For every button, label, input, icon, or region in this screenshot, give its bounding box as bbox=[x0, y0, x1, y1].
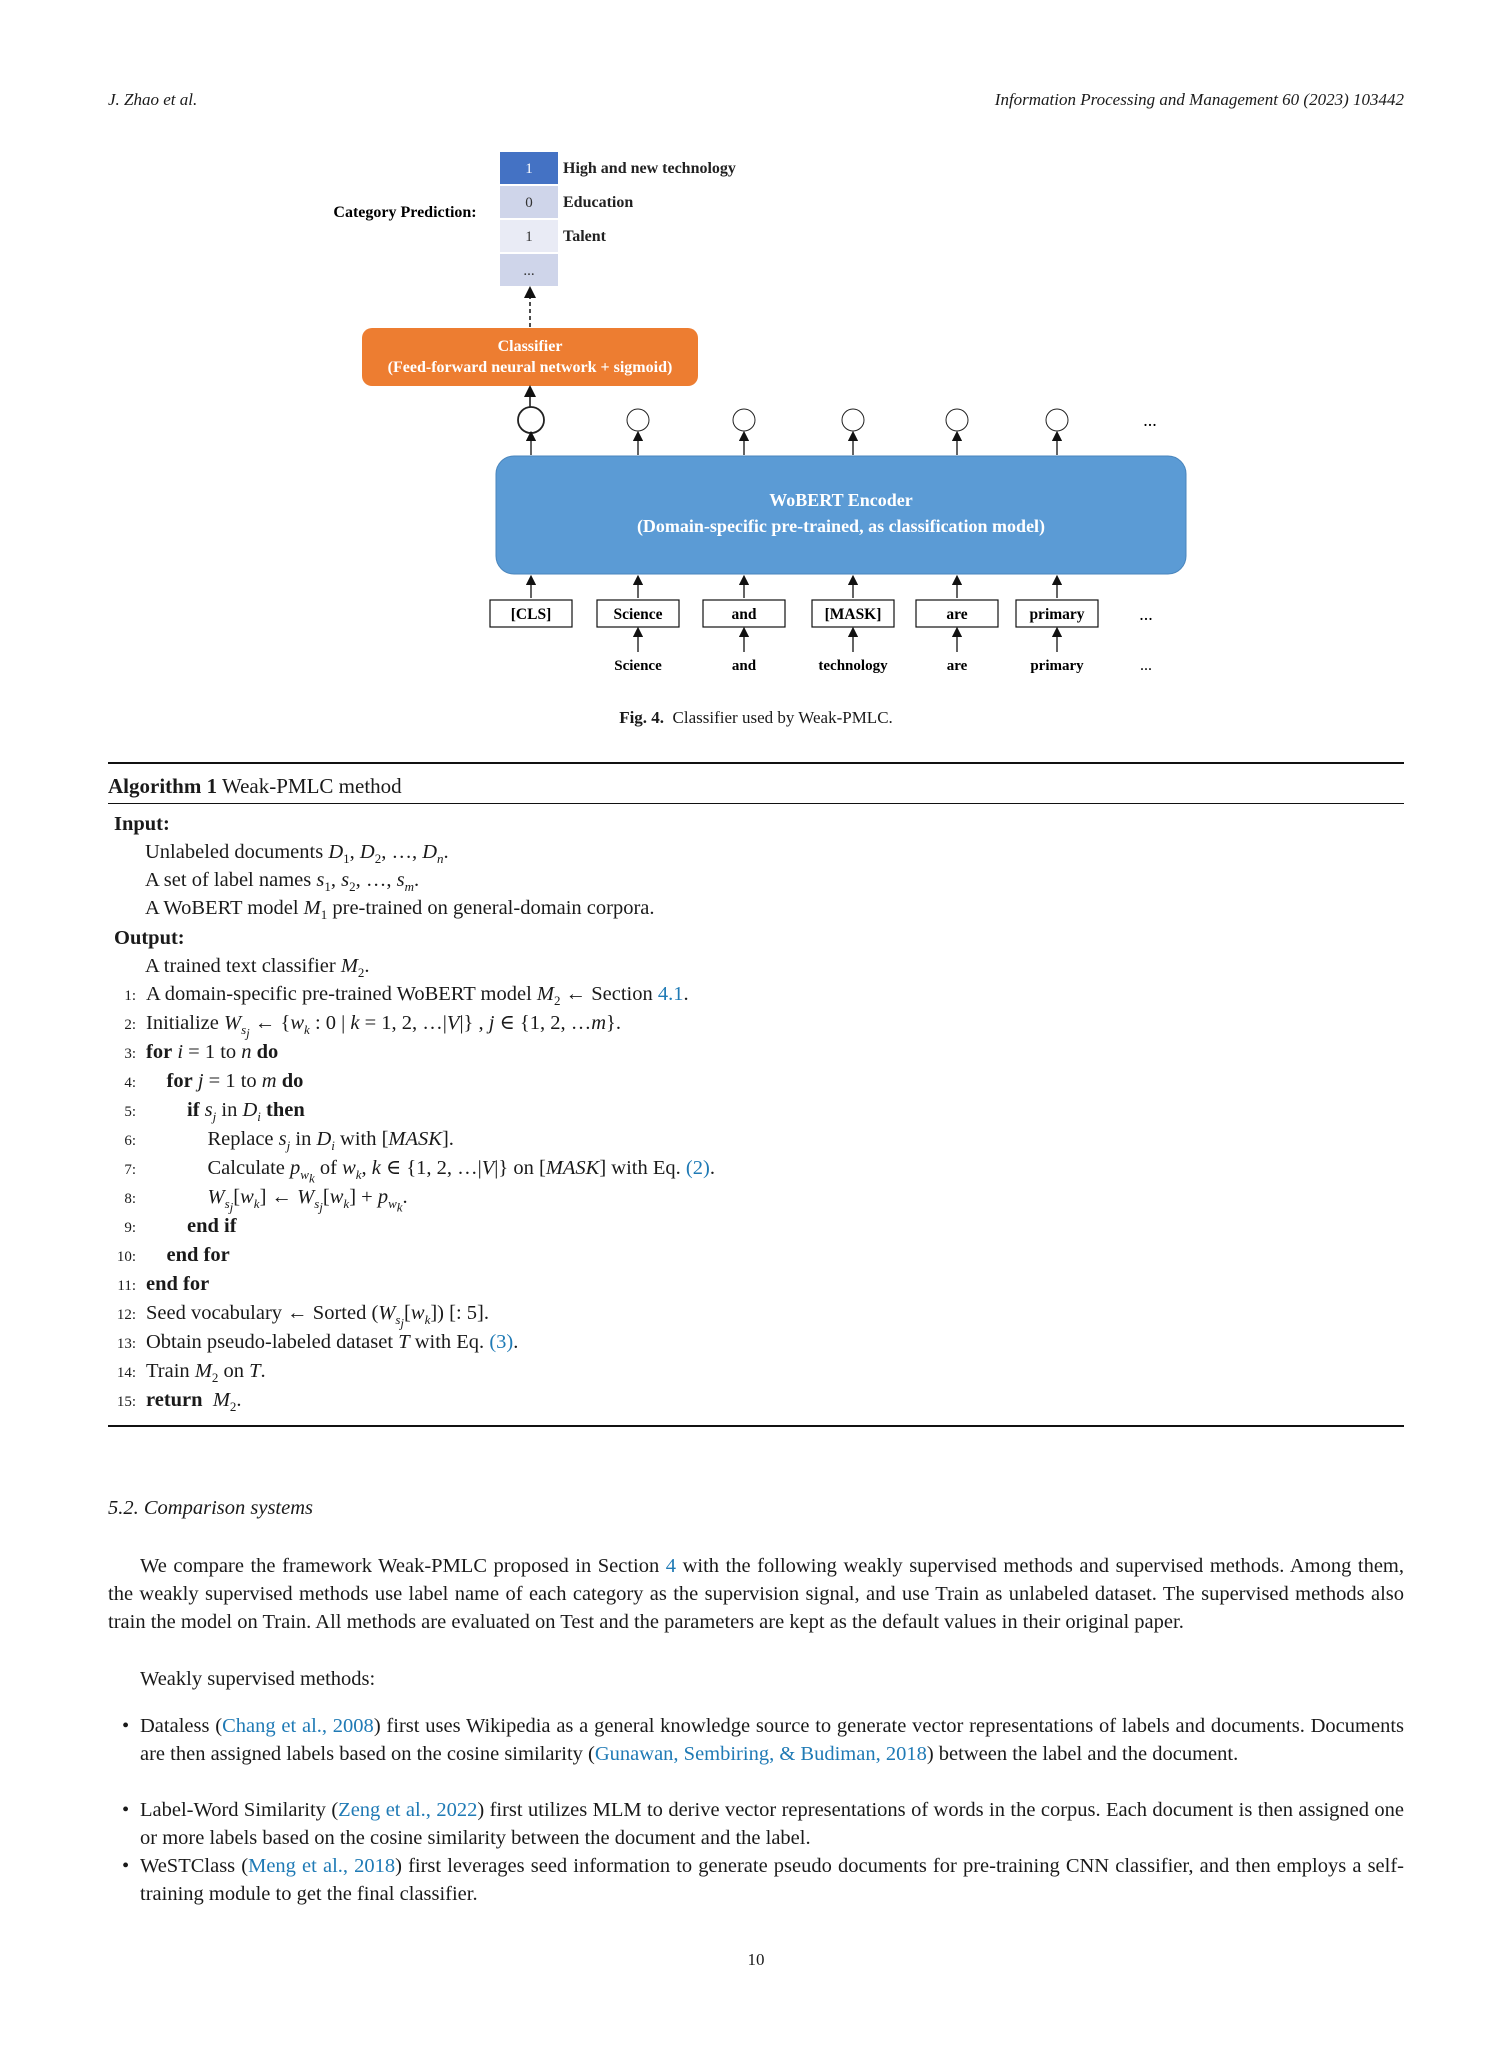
token-label: [CLS] bbox=[510, 606, 552, 623]
algorithm-bottom-rule bbox=[108, 1425, 1404, 1427]
input-word: technology bbox=[818, 658, 888, 674]
token-label: are bbox=[946, 606, 968, 623]
cite-gunawan[interactable]: Gunawan, Sembiring, & Budiman, 2018 bbox=[594, 1743, 927, 1765]
input-line-1: Unlabeled documents $D_1$, $D_2$, …, $D_n$. bbox=[145, 841, 449, 867]
section-title: 5.2. Comparison systems bbox=[108, 1497, 314, 1519]
alg-step-10: 10: end for bbox=[116, 1244, 230, 1266]
alg-step-3: 3: for i = 1 to n do bbox=[124, 1041, 279, 1063]
output-node bbox=[518, 407, 544, 433]
cite-zeng[interactable]: Zeng et al., 2022 bbox=[338, 1799, 478, 1821]
input-line-2: A set of label names $s_1$, $s_2$, …, $s_m$. bbox=[145, 869, 420, 895]
cite-meng[interactable]: Meng et al., 2018 bbox=[248, 1855, 396, 1877]
paragraph-1 bbox=[108, 1552, 1404, 1636]
alg-step-1: 1: A domain-specific pre-trained WoBERT model $M_2$ ← Section 4.1. bbox=[124, 983, 689, 1009]
output-node bbox=[1046, 409, 1068, 431]
input-word: and bbox=[731, 658, 757, 674]
alg-step-8: 8: $W_{s_j}[w_k]$ ← $W_{s_j}[w_k] + p_{w_k}$. bbox=[124, 1186, 408, 1215]
prediction-value: 1 bbox=[525, 161, 533, 177]
encoder-line2: (Domain-specific pre-trained, as classification model) bbox=[636, 516, 1046, 536]
alg-step-5: 5: if $s_j$ in $D_i$ then bbox=[124, 1099, 305, 1125]
prediction-label: High and new technology bbox=[563, 160, 736, 177]
paragraph-1-text: We compare the framework Weak-PMLC proposed in Section 4 with the following weakly supervised methods and supervised methods. Among them, the weakly supervised methods use label name of each category as the supervision signal, and use Train as unlabeled dataset. The supervised methods also train the model on Train. All methods are evaluated on Test and the parameters are kept as the default values in their original paper. bbox=[108, 1555, 1404, 1633]
section-link[interactable]: 4 bbox=[665, 1555, 677, 1577]
classifier-line1: Classifier bbox=[497, 338, 563, 355]
alg-step-12: 12: Seed vocabulary ← Sorted $(W_{s_j}[w_k])$ [: 5]. bbox=[116, 1302, 489, 1331]
alg-step-14: 14: Train $M_2$ on T. bbox=[116, 1360, 266, 1386]
alg-step-9: 9: end if bbox=[124, 1215, 237, 1237]
running-header-authors: J. Zhao et al. bbox=[108, 90, 198, 109]
token-label: primary bbox=[1029, 606, 1085, 623]
alg-step-13: 13: Obtain pseudo-labeled dataset T with Eq. (3). bbox=[116, 1331, 519, 1353]
category-prediction-label: Category Prediction: bbox=[333, 204, 477, 221]
output-label: Output: bbox=[114, 927, 185, 949]
alg-step-11: 11: end for bbox=[117, 1273, 210, 1295]
encoder-box bbox=[496, 456, 1186, 574]
input-word: primary bbox=[1030, 658, 1084, 674]
token-label: Science bbox=[613, 606, 663, 623]
classifier-figure bbox=[0, 140, 1512, 710]
input-word: Science bbox=[614, 658, 662, 674]
encoder-line1: WoBERT Encoder bbox=[769, 490, 913, 510]
token-label: and bbox=[731, 606, 757, 623]
paragraph-2: Weakly supervised methods: bbox=[140, 1668, 376, 1690]
bullet-dataless: • Dataless (Chang et al., 2008) first uses Wikipedia as a general knowledge source to generate vector representations of labels and documents. Documents are then assigned labels based on the cosine similarity (Gunawan, Sembiring, & Budiman, 2018) between the label and the document. bbox=[122, 1715, 1404, 1765]
alg-step-7: 7: Calculate $p_{w_k}$ of $w_k$, k ∈ {1, 2, …|V|} on [MASK] with Eq. (2). bbox=[124, 1157, 715, 1186]
output-node bbox=[946, 409, 968, 431]
prediction-stack bbox=[500, 152, 736, 286]
token-label: [MASK] bbox=[824, 606, 882, 623]
prediction-label: Talent bbox=[563, 228, 606, 245]
output-line: A trained text classifier $M_2$. bbox=[145, 955, 370, 981]
classifier-line2: (Feed-forward neural network + sigmoid) bbox=[387, 359, 673, 376]
alg-step-4: 4: for j = 1 to m do bbox=[124, 1070, 304, 1092]
algorithm-name: Weak-PMLC method bbox=[221, 774, 402, 798]
algorithm-top-rule bbox=[108, 762, 1404, 764]
algorithm-number: Algorithm 1 bbox=[108, 774, 218, 798]
caption-label: Fig. 4. bbox=[619, 708, 665, 727]
algorithm-title bbox=[108, 774, 402, 799]
prediction-value: 1 bbox=[525, 229, 533, 245]
ellipsis-tokens: ... bbox=[1139, 604, 1153, 624]
input-label: Input: bbox=[114, 813, 170, 835]
input-word: are bbox=[946, 658, 968, 674]
prediction-value: 0 bbox=[525, 195, 533, 211]
algorithm-mid-rule bbox=[108, 803, 1404, 804]
caption-text: Classifier used by Weak-PMLC. bbox=[672, 708, 893, 727]
alg-step-15: 15: return $M_2$. bbox=[116, 1389, 242, 1415]
classifier-box bbox=[362, 328, 698, 386]
cite-chang[interactable]: Chang et al., 2008 bbox=[222, 1715, 374, 1737]
ellipsis-output: ... bbox=[1143, 410, 1157, 430]
bullet-westclass: • WeSTClass (Meng et al., 2018) first leverages seed information to generate pseudo documents for pre-training CNN classifier, and then employs a self-training module to get the final classifier. bbox=[122, 1855, 1404, 1905]
running-header-journal: Information Processing and Management 60 (2023) 103442 bbox=[994, 90, 1404, 109]
page-number: 10 bbox=[747, 1950, 765, 1969]
ellipsis-inputs: ... bbox=[1140, 657, 1152, 674]
output-node bbox=[627, 409, 649, 431]
output-node bbox=[842, 409, 864, 431]
output-node bbox=[733, 409, 755, 431]
input-line-3: A WoBERT model $M_1$ pre-trained on general-domain corpora. bbox=[145, 897, 655, 923]
bullet-label-word-similarity: • Label-Word Similarity (Zeng et al., 2022) first utilizes MLM to derive vector representations of words in the corpus. Each document is then assigned one or more labels based on the cosine similarity between the document and the label. bbox=[122, 1799, 1404, 1849]
prediction-value: ... bbox=[523, 263, 535, 279]
prediction-label: Education bbox=[563, 194, 634, 211]
alg-step-6: 6: Replace $s_j$ in $D_i$ with [MASK]. bbox=[124, 1128, 454, 1154]
figure-caption bbox=[0, 708, 1512, 728]
alg-step-2: 2: Initialize $W_{s_j}$ ← {$w_k$ : 0 | k = 1, 2, …|V|} , j ∈ {1, 2, …m}. bbox=[124, 1012, 622, 1041]
